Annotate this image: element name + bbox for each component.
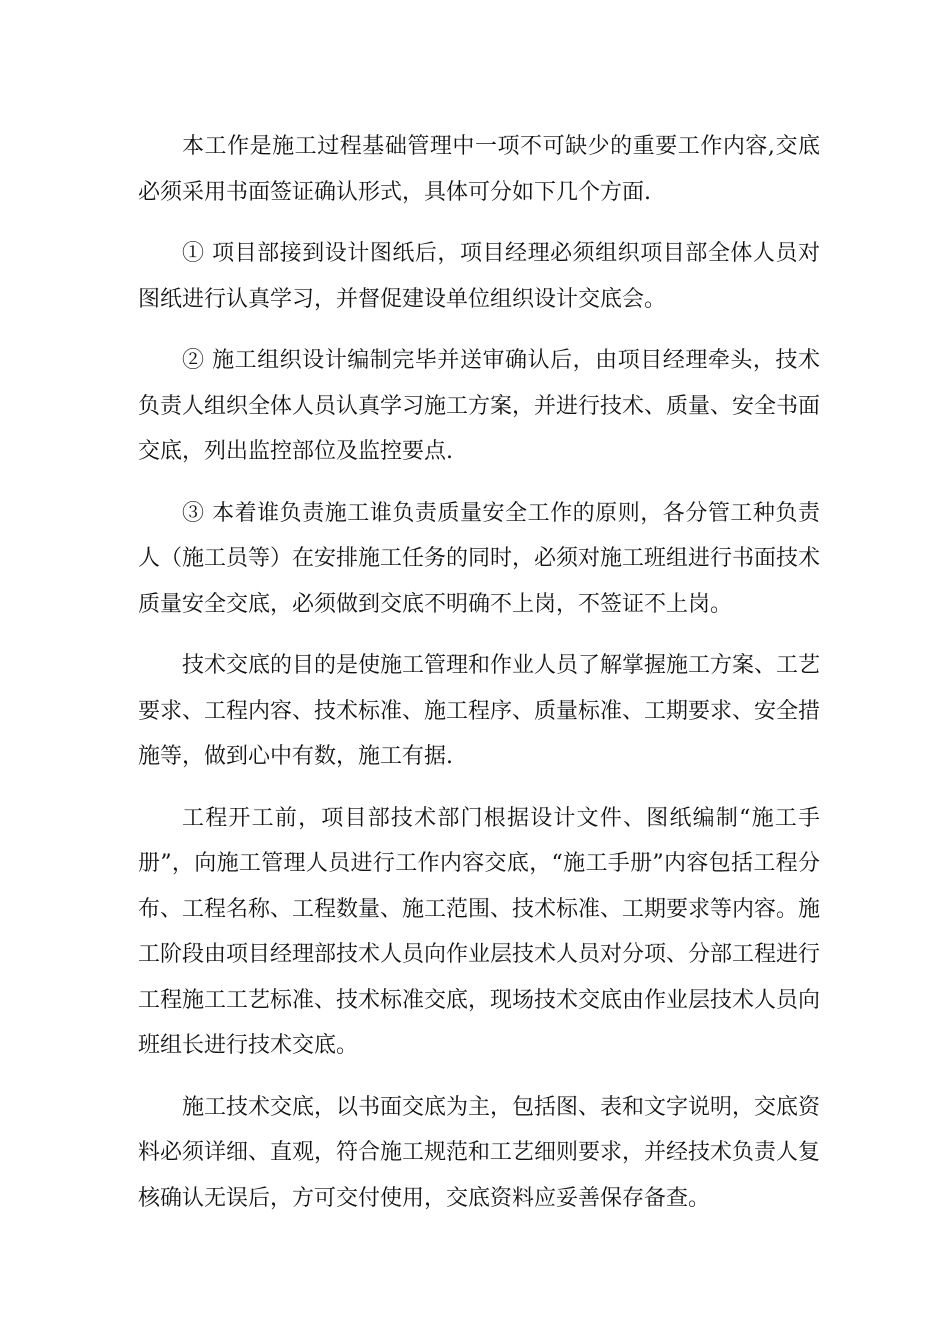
paragraph-pre-construction: 工程开工前，项目部技术部门根据设计文件、图纸编制“施工手册”，向施工管理人员进行工作内容交底，“施工手册”内容包括工程分布、工程名称、工程数量、施工范围、技术标准、工期要求等内容。施工阶段由项目经理部技术人员向作业层技术人员对分项、分部工程进行工程施工工艺标准、技术标准交底，现场技术交底由作业层技术人员向班组长进行技术交底。 — [138, 805, 821, 1058]
paragraph-technical-briefing: 施工技术交底，以书面交底为主，包括图、表和文字说明，交底资料必须详细、直观，符合施工规范和工艺细则要求，并经技术负责人复核确认无误后，方可交付使用，交底资料应妥善保存备查。 — [138, 1094, 821, 1211]
paragraph-item-2: ② 施工组织设计编制完毕并送审确认后，由项目经理牵头，技术负责人组织全体人员认真学习施工方案，并进行技术、质量、安全书面交底，列出监控部位及监控要点. — [138, 348, 821, 464]
paragraph-intro: 本工作是施工过程基础管理中一项不可缺少的重要工作内容,交底必须采用书面签证确认形式，具体可分如下几个方面. — [138, 134, 820, 205]
paragraph-item-3: ③ 本着谁负责施工谁负责质量安全工作的原则，各分管工种负责人（施工员等）在安排施工任务的同时，必须对施工班组进行书面技术质量安全交底，必须做到交底不明确不上岗，不签证不上岗。 — [138, 500, 821, 617]
paragraph-item-1: ① 项目部接到设计图纸后，项目经理必须组织项目部全体人员对图纸进行认真学习，并督促建设单位组织设计交底会。 — [138, 241, 820, 312]
paragraph-purpose: 技术交底的目的是使施工管理和作业人员了解掌握施工方案、工艺要求、工程内容、技术标准、施工程序、质量标准、工期要求、安全措施等，做到心中有数，施工有据. — [138, 653, 821, 769]
document-body — [138, 124, 820, 1237]
